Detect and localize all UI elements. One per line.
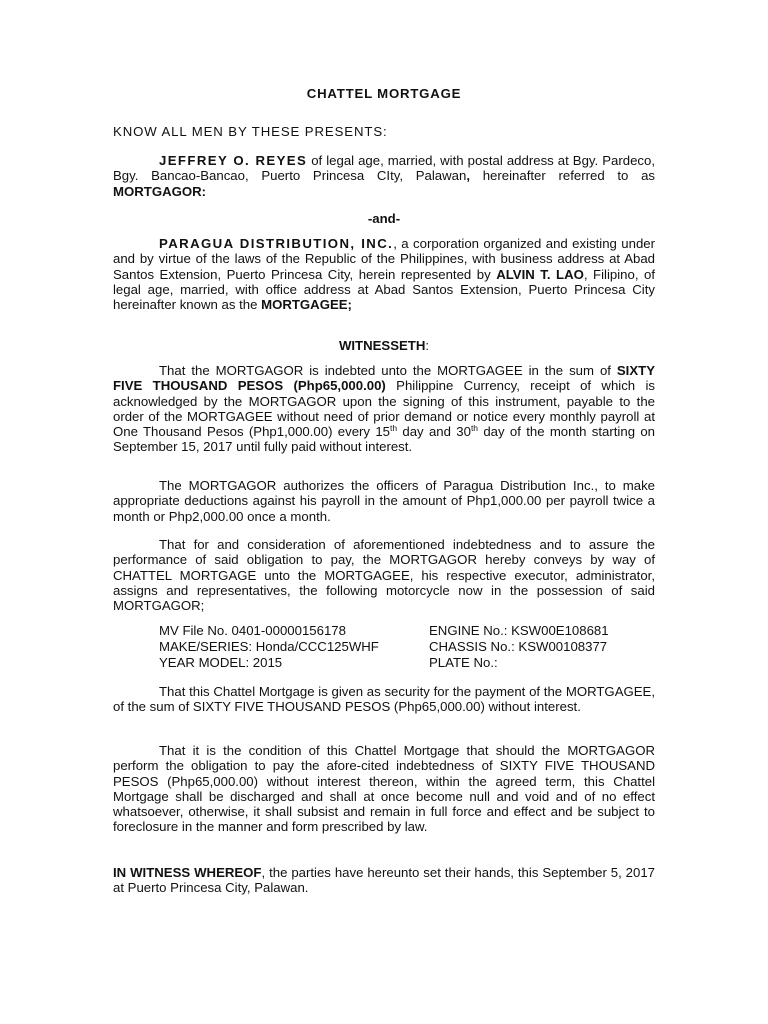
authorize-paragraph: The MORTGAGOR authorizes the officers of Paragua Distribution Inc., to make appropriate deductions against his payroll in the amount of Php1,000.00 per payroll twice a month or Php2,000.00 once a month.: [113, 478, 655, 524]
mortgagee-paragraph: PARAGUA DISTRIBUTION, INC., a corporation organized and existing under and by virtue of the laws of the Republic of the Philippines, with business address at Abad Santos Extension, Puerto Princesa City, herein represented by ALVIN T. LAO, Filipino, of legal age, married, with office address at Abad Santos Extension, Puerto Princesa City hereinafter known as the MORTGAGEE;: [113, 236, 655, 313]
mortgagor-name: JEFFREY O. REYES: [159, 153, 308, 168]
debt-paragraph: That the MORTGAGOR is indebted unto the MORTGAGEE in the sum of SIXTY FIVE THOUSAND PESOS (Php65,000.00) Philippine Currency, receipt of which is acknowledged by the MORTGAGOR upon the signing of this instrument, payable to the order of the MORTGAGEE without need of prior demand or notice every monthly payroll at One Thousand Pesos (Php1,000.00) every 15th day and 30th day of the month starting on September 15, 2017 until fully paid without interest.: [113, 363, 655, 455]
mortgagee-name: PARAGUA DISTRIBUTION, INC.: [159, 236, 394, 251]
preamble: KNOW ALL MEN BY THESE PRESENTS:: [113, 124, 388, 139]
vehicle-details: [159, 623, 655, 671]
chassis-number: CHASSIS No.: KSW00108377: [429, 639, 608, 654]
document-title: CHATTEL MORTGAGE: [306, 86, 462, 101]
witness-label: IN WITNESS WHEREOF: [113, 865, 262, 880]
security-paragraph: That this Chattel Mortgage is given as security for the payment of the MORTGAGEE, of the sum of SIXTY FIVE THOUSAND PESOS (Php65,000.00) without interest.: [113, 684, 655, 715]
debt-amount: SIXTY FIVE THOUSAND PESOS (Php65,000.00): [113, 363, 655, 394]
make-series: MAKE/SERIES: Honda/CCC125WHF: [159, 639, 379, 654]
mortgagor-label: MORTGAGOR:: [113, 183, 207, 199]
mortgagor-paragraph: JEFFREY O. REYES of legal age, married, with postal address at Bgy. Pardeco, Bgy. Bancao-Bancao, Puerto Princesa CIty, Palawan, hereinafter referred to as MORTGAGOR:: [113, 153, 655, 199]
witnesseth-heading: WITNESSETH:: [338, 338, 430, 353]
convey-paragraph: That for and consideration of aforementioned indebtedness and to assure the performance of said obligation to pay, the MORTGAGOR hereby conveys by way of CHATTEL MORTGAGE unto the MORTGAGEE, his respective executor, administrator, assigns and representatives, the following motorcycle now in the possession of said MORTGAGOR;: [113, 537, 655, 614]
mortgagee-representative: ALVIN T. LAO: [496, 266, 584, 282]
plate-number: PLATE No.:: [429, 655, 498, 670]
witness-paragraph: IN WITNESS WHEREOF, the parties have hereunto set their hands, this September 5, 2017 at Puerto Princesa City, Palawan.: [113, 865, 655, 896]
engine-number: ENGINE No.: KSW00E108681: [429, 623, 609, 638]
mv-file-number: MV File No. 0401-00000156178: [159, 623, 346, 638]
year-model: YEAR MODEL: 2015: [159, 655, 283, 670]
mortgagee-label: MORTGAGEE;: [261, 297, 352, 313]
separator: -and-: [367, 211, 401, 226]
condition-paragraph: That it is the condition of this Chattel Mortgage that should the MORTGAGOR perform the obligation to pay the afore-cited indebtedness of SIXTY FIVE THOUSAND PESOS (Php65,000.00) without interest thereon, within the agreed term, this Chattel Mortgage shall be discharged and shall at once become null and void and of no effect whatsoever, otherwise, it shall subsist and remain in full force and effect and be subject to foreclosure in the manner and form prescribed by law.: [113, 743, 655, 835]
